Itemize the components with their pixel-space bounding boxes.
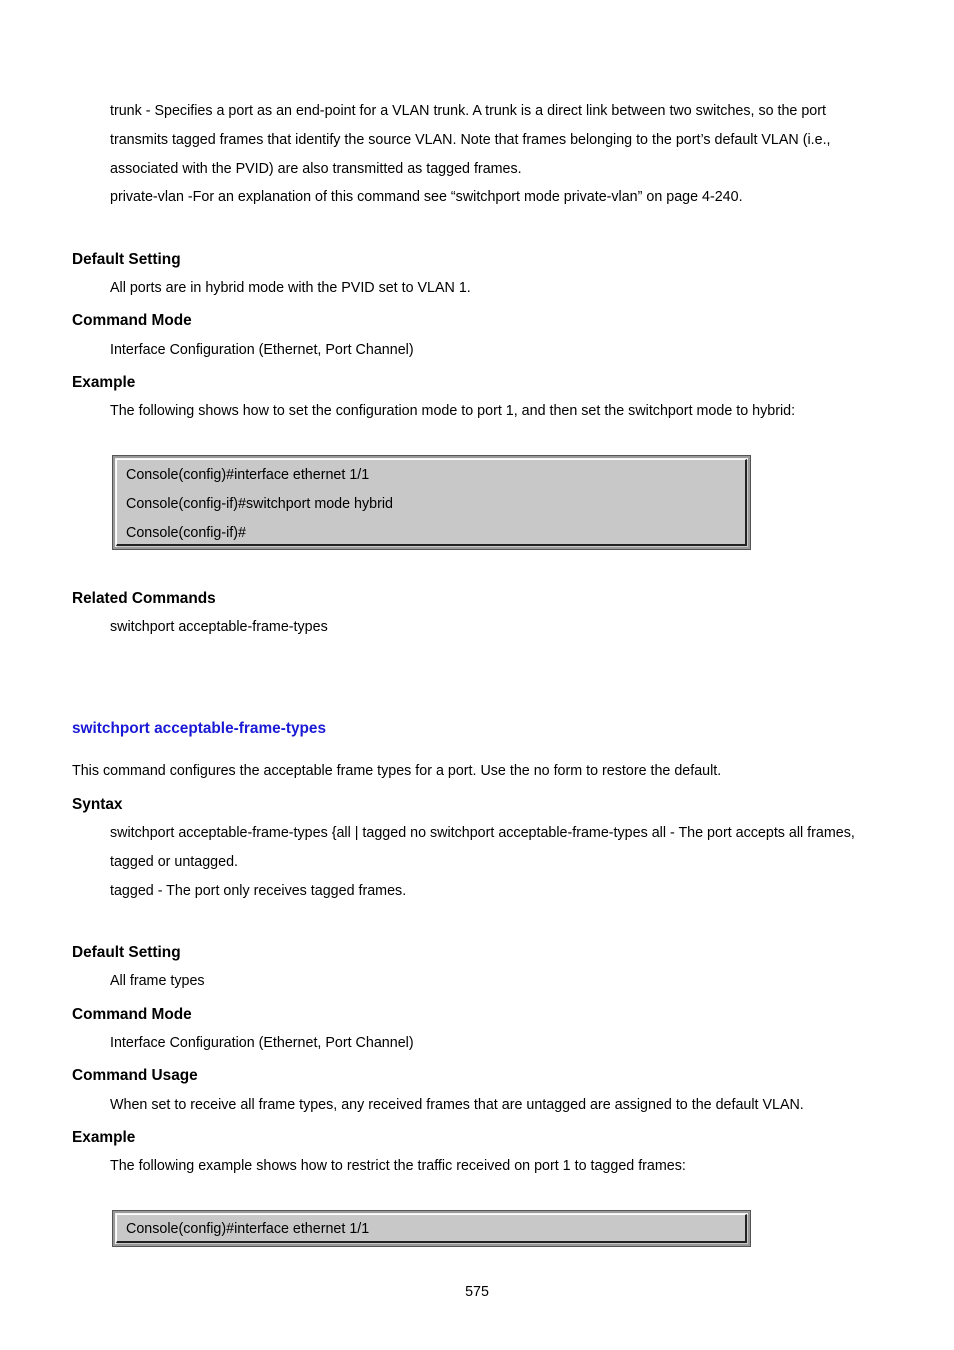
default-setting-heading: Default Setting: [72, 944, 181, 961]
example-text: The following example shows how to restrict the traffic received on port 1 to tagged frames:: [110, 1158, 686, 1174]
example-heading: Example: [72, 374, 136, 391]
page-number: 575: [465, 1284, 489, 1300]
example-text: The following shows how to set the configuration mode to port 1, and then set the switchport mode to hybrid:: [110, 403, 796, 419]
command-title: switchport acceptable-frame-types: [72, 720, 327, 737]
syntax-heading: Syntax: [72, 796, 123, 813]
command-mode-heading: Command Mode: [72, 312, 192, 329]
related-commands-text: switchport acceptable-frame-types: [110, 619, 328, 635]
command-usage-text: When set to receive all frame types, any received frames that are untagged are assigned to the default VLAN.: [110, 1097, 804, 1113]
private-vlan-description: private-vlan -For an explanation of this command see “switchport mode private-vlan” on page 4-240.: [110, 189, 743, 205]
command-mode-text: Interface Configuration (Ethernet, Port Channel): [110, 342, 414, 358]
command-usage-heading: Command Usage: [72, 1067, 198, 1084]
trunk-description-line-2: transmits tagged frames that identify the source VLAN. Note that frames belonging to the port’s default VLAN (i.e.,: [110, 132, 831, 148]
trunk-description-line-1: trunk - Specifies a port as an end-point for a VLAN trunk. A trunk is a direct link between two switches, so the port: [110, 103, 826, 119]
trunk-description-line-3: associated with the PVID) are also transmitted as tagged frames.: [110, 161, 522, 177]
code-line: Console(config)#interface ethernet 1/1: [126, 1221, 370, 1237]
code-example-box: [112, 455, 751, 550]
syntax-line-2: tagged or untagged.: [110, 854, 238, 870]
command-mode-text: Interface Configuration (Ethernet, Port Channel): [110, 1035, 414, 1051]
code-line: Console(config-if)#: [126, 525, 246, 541]
default-setting-text: All ports are in hybrid mode with the PVID set to VLAN 1.: [110, 280, 471, 296]
code-line: Console(config-if)#switchport mode hybrid: [126, 496, 393, 512]
example-heading: Example: [72, 1129, 136, 1146]
command-mode-heading: Command Mode: [72, 1006, 192, 1023]
syntax-line-1: switchport acceptable-frame-types {all | tagged no switchport acceptable-frame-types all - The port accepts all frames,: [110, 825, 855, 841]
related-commands-heading: Related Commands: [72, 590, 216, 607]
default-setting-heading: Default Setting: [72, 251, 181, 268]
syntax-line-3: tagged - The port only receives tagged frames.: [110, 883, 407, 899]
code-line: Console(config)#interface ethernet 1/1: [126, 467, 370, 483]
default-setting-text: All frame types: [110, 973, 205, 989]
command-description: This command configures the acceptable frame types for a port. Use the no form to restore the default.: [72, 763, 722, 779]
code-example-box: [112, 1210, 751, 1247]
